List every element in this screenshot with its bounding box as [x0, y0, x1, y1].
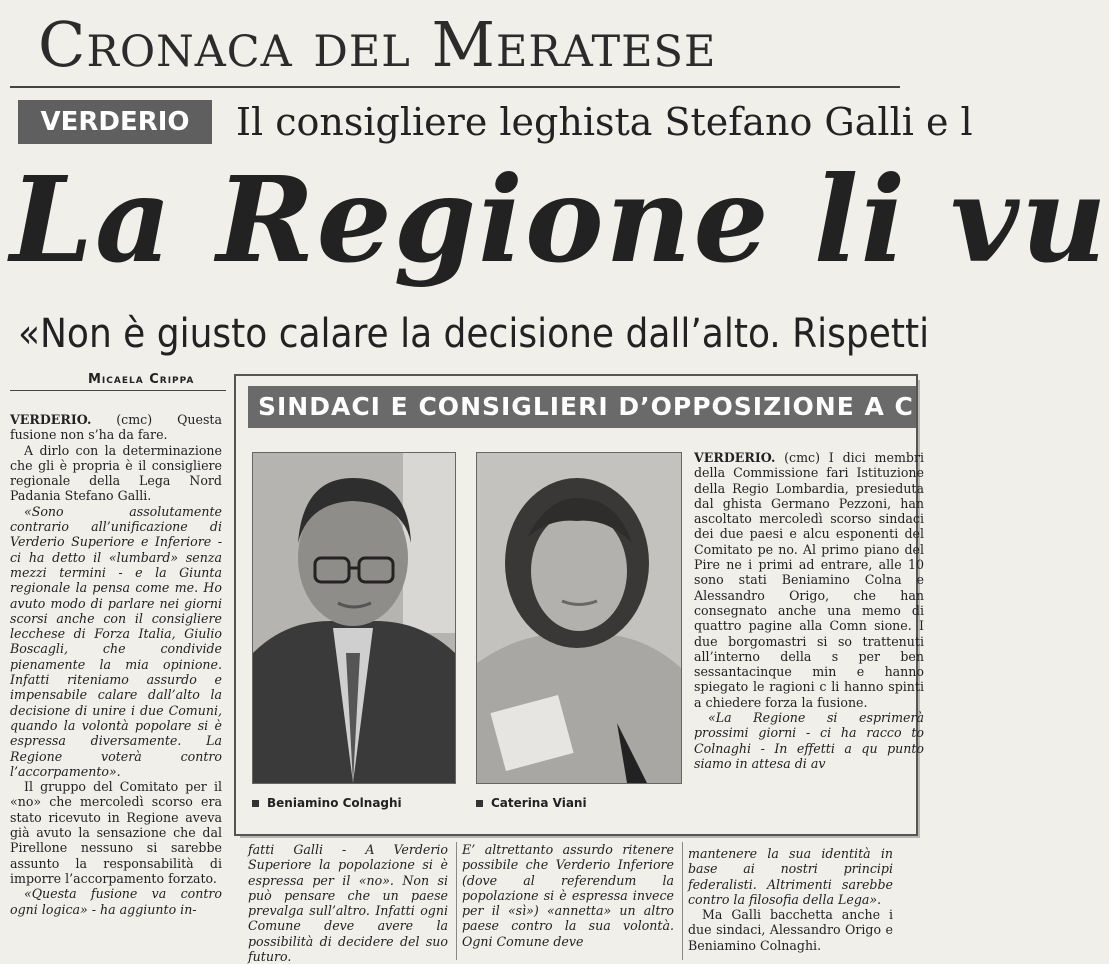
caption-text: Caterina Viani: [491, 796, 587, 810]
article-column-2: [248, 842, 448, 964]
paragraph: (cmc) Questa fusione non s’ha da fare.: [10, 412, 222, 443]
caption-text: Beniamino Colnaghi: [267, 796, 402, 810]
section-kicker: VERDERIO: [40, 107, 190, 137]
portrait-woman-image: [477, 453, 681, 783]
overline: Il consigliere leghista Stefano Galli e l: [236, 100, 973, 144]
photo-beniamino-colnaghi: [252, 452, 456, 784]
article-column-3: [462, 842, 674, 949]
headline: La Regione li vu: [10, 150, 1109, 289]
column-divider: [456, 842, 457, 960]
column-divider: [682, 842, 683, 960]
masthead: Cronaca del Meratese: [38, 8, 717, 81]
photo-caption-1: [252, 796, 402, 810]
dateline: VERDERIO.: [694, 450, 776, 465]
quote-paragraph: mantenere la sua identità in base ai nostri principi federalisti. Altrimenti sarebbe contro la filosofia della Lega».: [688, 846, 893, 907]
caption-bullet-icon: [252, 800, 259, 807]
subhead: «Non è giusto calare la decisione dall’alto. Rispetti: [18, 311, 930, 357]
paragraph: A dirlo con la determinazione che gli è propria è il consigliere regionale della Lega Nord Padania Stefano Galli.: [10, 442, 222, 504]
photo-caption-2: [476, 796, 587, 810]
photo-caterina-viani: [476, 452, 682, 784]
portrait-man-image: [253, 453, 455, 783]
quote-paragraph: «Questa fusione va contro ogni logica» - ha aggiunto in-: [10, 886, 222, 917]
byline-rule: [10, 390, 226, 391]
article-column-5: [688, 846, 893, 953]
paragraph: fatti Galli - A Verderio Superiore la popolazione si è espressa per il «no». Non si può pensare che un paese prevalga sull’altro. Infatti ogni Comune deve avere la possibilità di decidere del suo futuro.: [248, 842, 448, 964]
dateline: VERDERIO.: [10, 412, 92, 427]
paragraph: (cmc) I dici membri della Commissione fari Istituzione della Regio Lombardia, presieduta dal ghista Germano Pezzoni, han ascoltato mercoledì scorso sindaci dei due paesi e alcu esponenti del Comitato pe no. Al primo piano del Pire ne i primi ad entrare, alle 10 sono stati Beniamino Colna e Alessandro Origo, che han consegnato anche una memo di quattro pagine alla Comn sione. I due borgomastri si so trattenuti all’interno della s per ben sessantacinque min e hanno spiegato le ragioni c li hanno spinti a chiedere forza la fusione.: [694, 450, 924, 710]
section-kicker-box: [18, 100, 212, 144]
quote-paragraph: «Sono assolutamente contrario all’unificazione di Verderio Superiore e Inferiore - ci ha detto il «lumbard» senza mezzi termini - e la Giunta regionale la pensa come me. Ho avuto modo di parlare nei giorni scorsi anche con il consigliere lecchese di Forza Italia, Giulio Boscagli, che condivide pienamente la mia opinione. Infatti riteniamo assurdo e impensabile calare dall’alto la decisione di unire i due Comuni, quando la volontà popolare si è espressa diversamente. La Regione voterà contro l’accorpamento».: [10, 503, 222, 779]
quote-paragraph: «La Regione si esprimerà prossimi giorni - ci ha racco to Colnaghi - In effetti a qu punto siamo in attesa di av: [694, 710, 924, 771]
byline: Micaela Crippa: [88, 372, 195, 387]
sidebar-title: SINDACI E CONSIGLIERI D’OPPOSIZIONE A C: [258, 392, 914, 421]
paragraph: E’ altrettanto assurdo ritenere possibile che Verderio Inferiore (dove al referendum la popolazione si è espressa invece per il «sì») «annetta» un altro paese contro la sua volontà. Ogni Comune deve: [462, 842, 674, 949]
paragraph: Ma Galli bacchetta anche i due sindaci, Alessandro Origo e Beniamino Colnaghi.: [688, 907, 893, 953]
sidebar-box: [234, 374, 924, 836]
paragraph: Il gruppo del Comitato per il «no» che mercoledì scorso era stato ricevuto in Regione aveva già avuto la sensazione che dal Pirellone nessuno si sarebbe assunto la responsabilità di imporre l’accorpamento forzato.: [10, 779, 222, 886]
article-column-1: [10, 412, 222, 917]
sidebar-article-column: [694, 450, 924, 771]
sidebar-title-bar: [248, 386, 916, 428]
caption-bullet-icon: [476, 800, 483, 807]
masthead-rule: [10, 86, 900, 88]
